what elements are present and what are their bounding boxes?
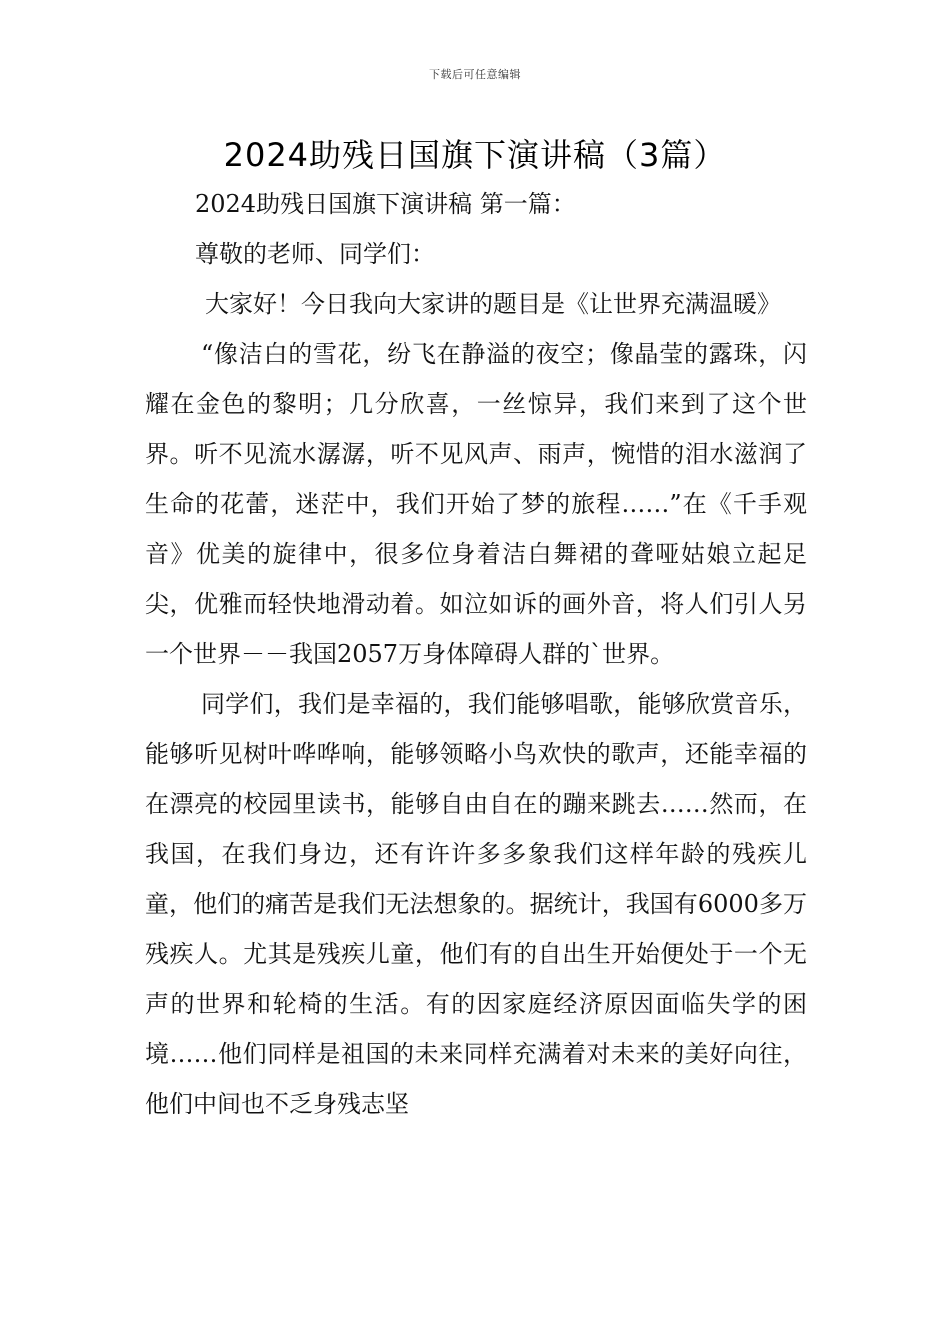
header-note: 下载后可任意编辑	[429, 68, 521, 81]
paragraph-greeting: 大家好！今日我向大家讲的题目是《让世界充满温暖》	[205, 290, 781, 318]
document-title: 2024助残日国旗下演讲稿（3篇）	[223, 136, 727, 174]
paragraph-poem-quote: “像洁白的雪花，纷飞在静溢的夜空；像晶莹的露珠，闪耀在金色的黎明；几分欣喜，一丝惊异，我们来到了这个世界。听不见流水潺潺，听不见风声、雨声，惋惜的泪水滋润了生命的花蕾，迷茫中，我们开始了梦的旅程……”在《千手观音》优美的旋律中，很多位身着洁白舞裙的聋哑姑娘立起足尖，优雅而轻快地滑动着。如泣如诉的画外音，将人们引人另一个世界－－我国2057万身体障碍人群的`世界。	[145, 340, 807, 668]
section-heading: 2024助残日国旗下演讲稿 第一篇：	[195, 190, 576, 218]
paragraph-classmates: 同学们，我们是幸福的，我们能够唱歌，能够欣赏音乐，能够听见树叶哗哗响，能够领略小鸟欢快的歌声，还能幸福的在漂亮的校园里读书，能够自由自在的蹦来跳去……然而，在我国，在我们身边，还有许许多多象我们这样年龄的残疾儿童，他们的痛苦是我们无法想象的。据统计，我国有6000多万残疾人。尤其是残疾儿童，他们有的自出生开始便处于一个无声的世界和轮椅的生活。有的因家庭经济原因面临失学的困境……他们同样是祖国的未来同样充满着对未来的美好向往，他们中间也不乏身残志坚	[145, 690, 807, 1118]
document-body	[145, 179, 807, 1129]
salutation: 尊敬的老师、同学们：	[195, 240, 435, 268]
